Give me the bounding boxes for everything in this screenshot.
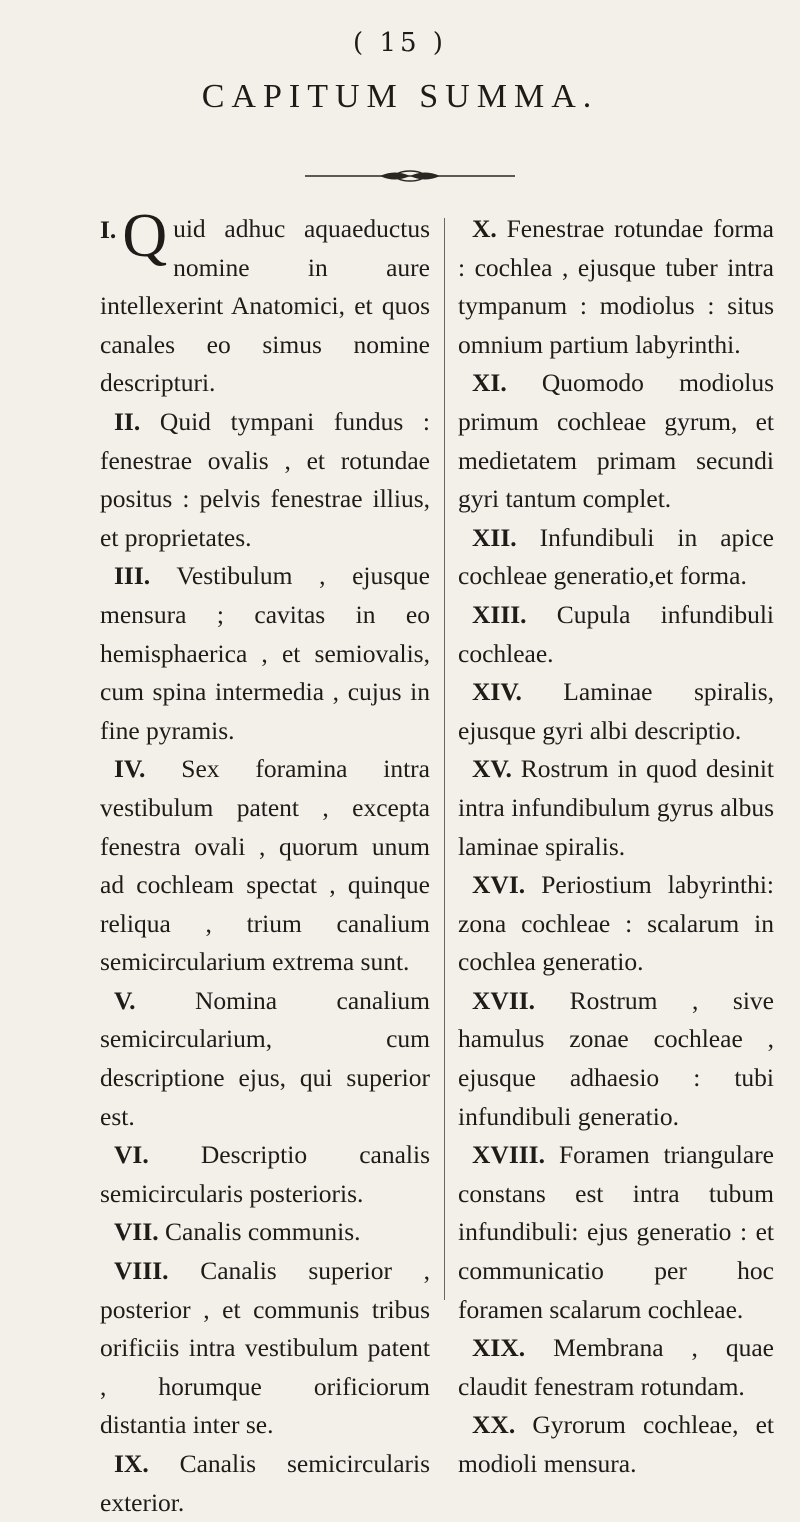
entry-text: Canalis superior , posterior , et communis tribus orificiis intra vestibulum patent , horumque orificiorum distantia inter se.	[100, 1256, 430, 1440]
entry-text: Foramen triangulare constans est intra tubum infundibuli: ejus generatio : et communicatio per hoc foramen scalarum cochleae.	[458, 1140, 775, 1324]
entry-text: Quid tympani fundus : fenestrae ovalis , et rotundae positus : pelvis fenestrae illius, et proprietates.	[100, 406, 430, 552]
entry-text: Descriptio canalis semicircularis posterioris.	[100, 1140, 430, 1208]
entry-number: IV.	[114, 754, 146, 784]
entry-number: III.	[114, 561, 151, 591]
entry-number: VII.	[114, 1217, 159, 1247]
summary-entry	[100, 982, 430, 1136]
entry-text: Quomodo modiolus primum cochleae gyrum, et medietatem primam secundi gyri tantum complet.	[458, 368, 774, 514]
summary-entry-1	[100, 202, 430, 403]
summary-entry	[458, 673, 774, 750]
summary-entry	[100, 557, 430, 750]
summary-entry	[458, 982, 774, 1136]
left-column	[100, 202, 431, 1522]
summary-entry	[458, 1329, 774, 1406]
summary-entry	[100, 403, 430, 557]
entry-text: Canalis semicircularis exterior.	[100, 1449, 431, 1517]
entry-number: XI.	[472, 368, 507, 398]
entry-text: Rostrum , sive hamulus zonae cochleae , ejusque adhaesio : tubi infundibuli generatio.	[458, 985, 774, 1131]
summary-entry	[100, 1136, 430, 1213]
entry-number: VIII.	[114, 1256, 169, 1286]
entry-text: Membrana , quae claudit fenestram rotundam.	[458, 1333, 775, 1401]
entry-text: Sex foramina intra vestibulum patent , excepta fenestra ovali , quorum unum ad cochleam spectat , quinque reliqua , trium canalium semicircularium extrema sunt.	[100, 754, 430, 977]
entry-text: Laminae spiralis, ejusque gyri albi descriptio.	[458, 677, 774, 745]
summary-entry	[458, 866, 774, 982]
summary-entry	[100, 1445, 430, 1522]
drop-cap: Q	[122, 202, 168, 270]
entry-text: Infundibuli in apice cochleae generatio,et forma.	[458, 522, 774, 591]
entry-number: XII.	[472, 522, 517, 552]
chapter-title: CAPITUM SUMMA.	[201, 78, 599, 115]
summary-entry	[458, 364, 774, 518]
entry-text: Nomina canalium semicircularium, cum descriptione ejus, qui superior est.	[100, 985, 430, 1131]
summary-entry	[458, 1136, 774, 1329]
entry-text: Rostrum in quod desinit intra infundibulum gyrus albus laminae spiralis.	[458, 754, 774, 861]
right-column	[458, 210, 774, 1484]
summary-entry	[100, 1213, 430, 1252]
ornament-divider	[305, 168, 515, 184]
entry-text: Canalis communis.	[165, 1217, 361, 1247]
summary-entry	[458, 1406, 774, 1483]
summary-entry	[458, 750, 774, 866]
entry-text: uid adhuc aquaeductus nomine in aure intellexerint Anatomici, et quos canales eo simus nomine descripturi.	[100, 214, 430, 398]
entry-number: VI.	[114, 1140, 149, 1170]
summary-entry	[458, 596, 774, 673]
summary-entry	[458, 519, 774, 596]
entry-number: V.	[114, 985, 136, 1015]
column-divider	[444, 218, 445, 1300]
entry-text: Periostium labyrinthi: zona cochleae : scalarum in cochlea generatio.	[458, 870, 774, 977]
entry-text: Cupula infundibuli cochleae.	[458, 599, 774, 668]
entry-number: XIV.	[472, 677, 522, 707]
entry-number: IX.	[114, 1449, 149, 1478]
entry-number: X.	[472, 214, 497, 243]
entry-number: XX.	[472, 1410, 516, 1440]
entry-number: I.	[100, 215, 117, 244]
entry-number: XVI.	[472, 870, 526, 900]
entry-text: Fenestrae rotundae forma : cochlea , ejusque tuber intra tympanum : modiolus : situs omnium partium labyrinthi.	[458, 214, 774, 359]
summary-entry	[100, 1252, 430, 1445]
summary-entry	[100, 750, 430, 982]
entry-number: XIII.	[472, 599, 527, 629]
entry-number: II.	[114, 406, 141, 436]
entry-text: Vestibulum , ejusque mensura ; cavitas in eo hemisphaerica , et semiovalis, cum spina intermedia , cujus in fine pyramis.	[100, 561, 430, 745]
entry-text: Gyrorum cochleae, et modioli mensura.	[458, 1410, 775, 1478]
entry-number: XV.	[472, 754, 512, 784]
entry-number: XVII.	[472, 985, 536, 1015]
page-number: ( 15 )	[353, 28, 447, 58]
entry-number: XIX.	[472, 1333, 526, 1363]
entry-number: XVIII.	[472, 1140, 545, 1170]
summary-entry	[458, 210, 774, 364]
